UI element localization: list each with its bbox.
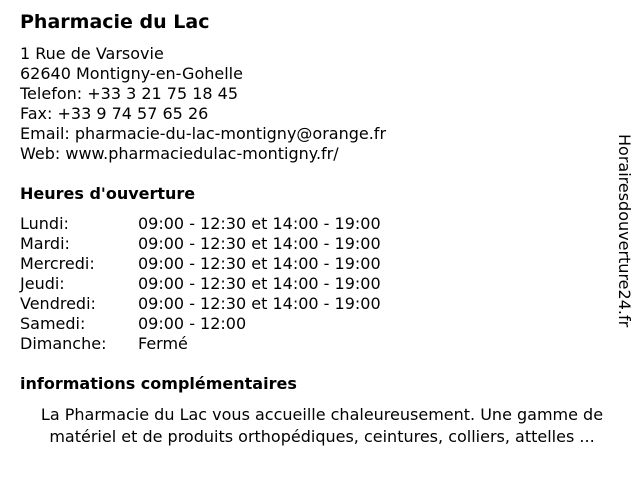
hours-day: Mercredi: [20,254,95,273]
hours-day: Vendredi: [20,294,96,313]
email-line: Email: pharmacie-du-lac-montigny@orange.fr [20,124,387,143]
contact-block [20,44,386,164]
fax-line: Fax: +33 9 74 57 65 26 [20,104,209,123]
hours-time: 09:00 - 12:30 et 14:00 - 19:00 [138,214,381,233]
additional-info-text: La Pharmacie du Lac vous accueille chaleureusement. Une gamme de matériel et de produits orthopédiques, ceintures, colliers, attelles ... [40,405,604,446]
hours-time: 09:00 - 12:30 et 14:00 - 19:00 [138,234,381,253]
additional-info-heading: informations complémentaires [20,374,297,393]
address-city: 62640 Montigny-en-Gohelle [20,64,243,83]
website-line: Web: www.pharmaciedulac-montigny.fr/ [20,144,339,163]
hours-time: 09:00 - 12:30 et 14:00 - 19:00 [138,254,381,273]
phone-line: Telefon: +33 3 21 75 18 45 [20,84,239,103]
hours-day: Dimanche: [20,334,107,353]
watermark-text: Horairesdouverture24.fr [615,134,634,328]
hours-day: Jeudi: [20,274,65,293]
hours-time: 09:00 - 12:00 [138,314,247,333]
address-street: 1 Rue de Varsovie [20,44,164,63]
hours-time: 09:00 - 12:30 et 14:00 - 19:00 [138,294,381,313]
opening-hours-heading: Heures d'ouverture [20,184,196,203]
watermark [612,134,636,344]
pharmacy-title: Pharmacie du Lac [20,11,210,33]
hours-day: Lundi: [20,214,69,233]
hours-day: Mardi: [20,234,70,253]
hours-time: Fermé [138,334,188,353]
hours-time: 09:00 - 12:30 et 14:00 - 19:00 [138,274,381,293]
hours-day: Samedi: [20,314,86,333]
